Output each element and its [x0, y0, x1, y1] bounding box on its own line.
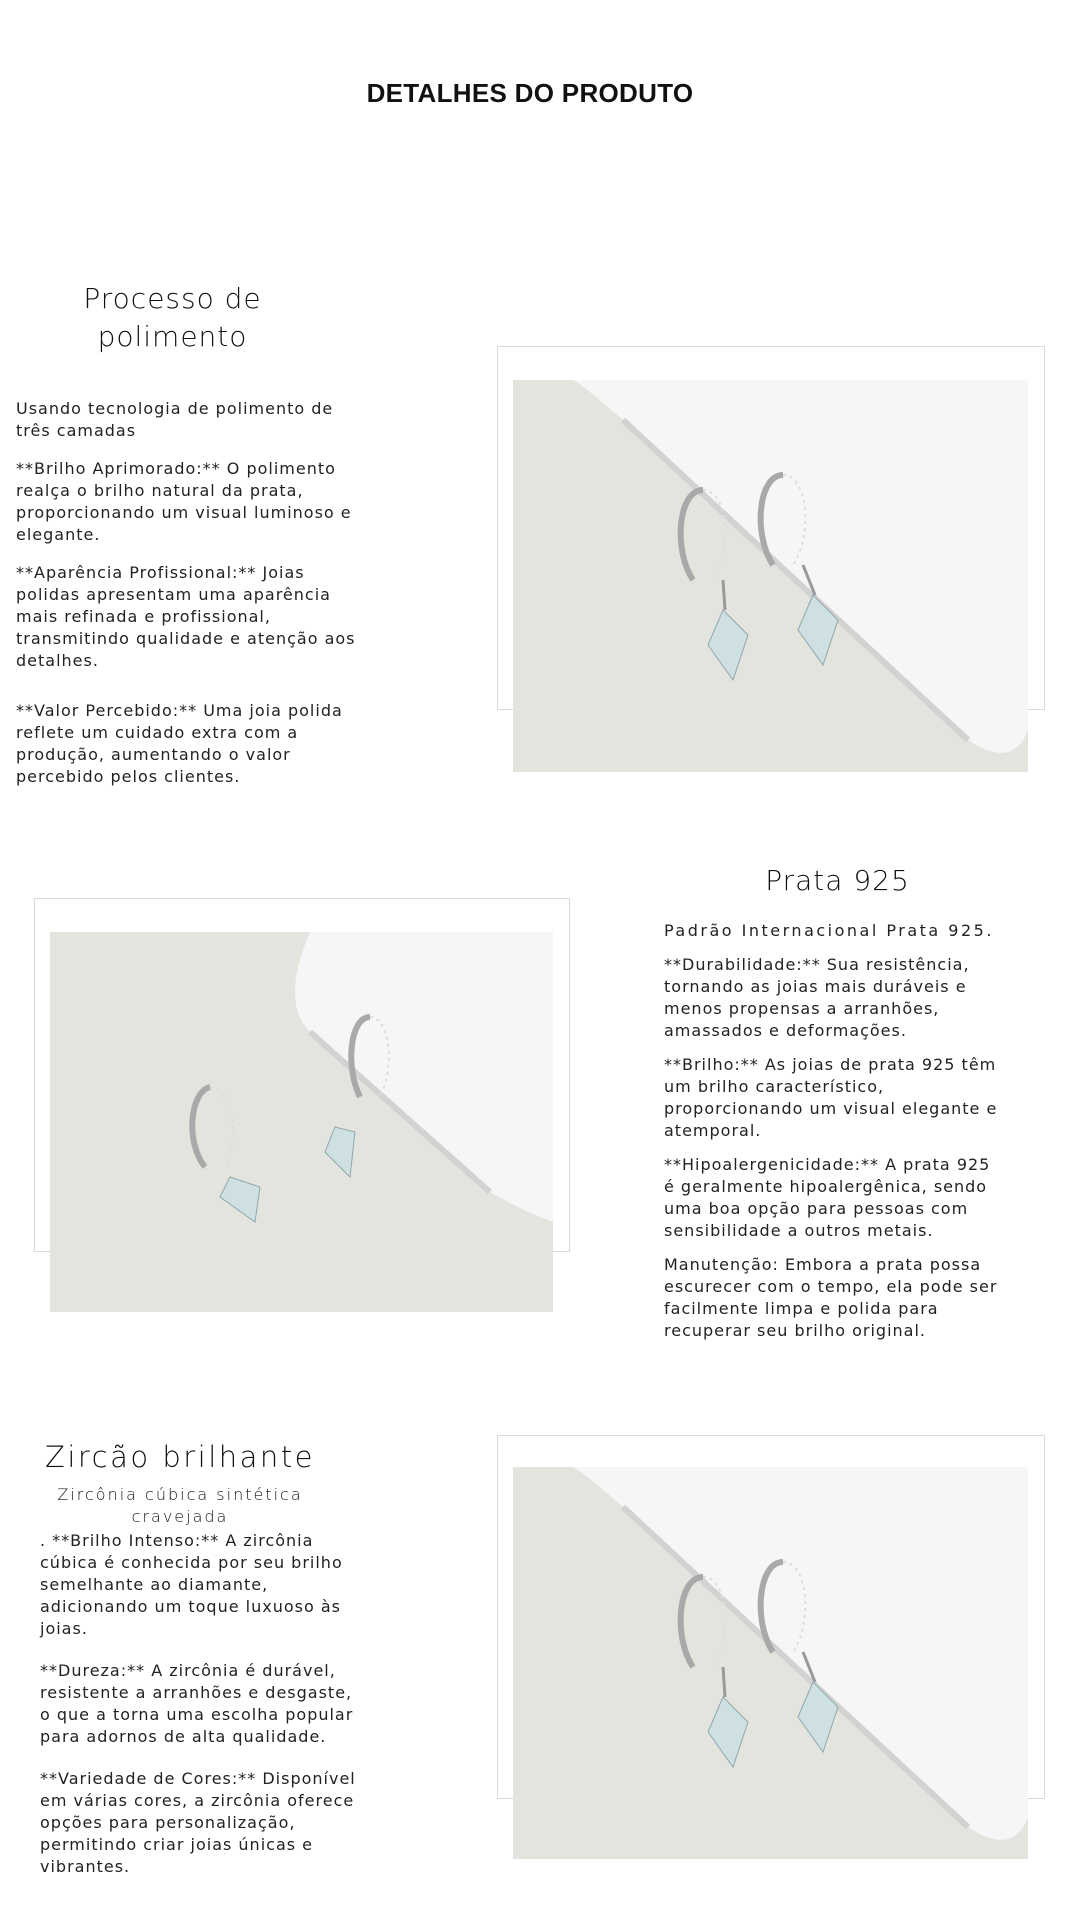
silver-paragraph: **Durabilidade:** Sua resistência, tornando as joias mais duráveis e menos propensas a arranhões, amassados e deformações.	[664, 955, 970, 1040]
zircon-paragraph: **Dureza:** A zircônia é durável, resistente a arranhões e desgaste, o que a torna uma escolha popular para adornos de alta qualidade.	[40, 1661, 354, 1746]
zircon-paragraph: . **Brilho Intenso:** A zircônia cúbica é conhecida por seu brilho semelhante ao diamante, adicionando um toque luxuoso às joias.	[40, 1531, 343, 1638]
earrings-photo-icon	[513, 1467, 1028, 1859]
silver-paragraph: Manutenção: Embora a prata possa escurecer com o tempo, ela pode ser facilmente limpa e polida para recuperar seu brilho original.	[664, 1255, 998, 1340]
polishing-title: Processo de polimento	[83, 282, 262, 353]
zircon-subtitle: Zircônia cúbica sintética cravejada	[57, 1485, 303, 1526]
polishing-paragraph: **Brilho Aprimorado:** O polimento realça o brilho natural da prata, proporcionando um visual luminoso e elegante.	[16, 459, 352, 544]
polishing-text	[16, 398, 356, 788]
earrings-photo-icon	[50, 932, 553, 1312]
page-title: DETALHES DO PRODUTO	[366, 78, 694, 108]
earrings-photo-icon	[513, 380, 1028, 772]
polishing-paragraph: **Valor Percebido:** Uma joia polida reflete um cuidado extra com a produção, aumentando o valor percebido pelos clientes.	[16, 701, 343, 786]
zircon-text	[40, 1530, 365, 1878]
silver-text	[664, 920, 1002, 1342]
silver-paragraph: **Brilho:** As joias de prata 925 têm um brilho característico, proporcionando um visual elegante e atemporal.	[664, 1055, 998, 1140]
silver-paragraph: **Hipoalergenicidade:** A prata 925 é geralmente hipoalergênica, sendo uma boa opção para pessoas com sensibilidade a outros metais.	[664, 1155, 991, 1240]
polishing-paragraph: **Aparência Profissional:** Joias polidas apresentam uma aparência mais refinada e profissional, transmitindo qualidade e atenção aos detalhes.	[16, 563, 356, 670]
zircon-title: Zircão brilhante	[44, 1440, 316, 1474]
polishing-subtitle: Usando tecnologia de polimento de três camadas	[16, 399, 334, 440]
zircon-paragraph: **Variedade de Cores:** Disponível em várias cores, a zircônia oferece opções para personalização, permitindo criar joias únicas e vibrantes.	[40, 1769, 356, 1876]
silver-title: Prata 925	[765, 864, 910, 897]
silver-subtitle: Padrão Internacional Prata 925.	[664, 921, 994, 940]
